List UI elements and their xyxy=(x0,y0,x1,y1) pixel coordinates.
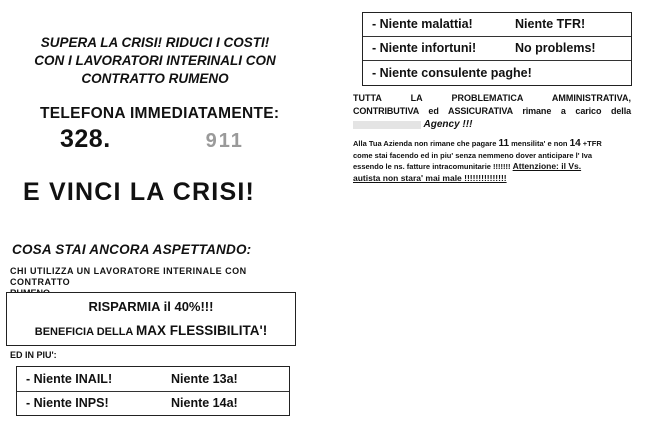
benefit-no-problems: No problems! xyxy=(515,41,596,55)
box-divider xyxy=(363,60,631,61)
admin-line-3 xyxy=(353,118,631,131)
benefit-inps: - Niente INPS! xyxy=(26,396,109,410)
bottom-benefits-box xyxy=(16,366,290,416)
admin-line-2: CONTRIBUTIVA ed ASSICURATIVA rimane a carico della xyxy=(353,106,631,116)
payment-text: +TFR xyxy=(580,139,602,148)
agency-name-redacted xyxy=(353,121,421,129)
headline-line-2: CON I LAVORATORI INTERINALI CON xyxy=(34,53,276,68)
savings-line: RISPARMIA il 40%!!! xyxy=(88,299,214,314)
box-divider xyxy=(363,36,631,37)
benefit-infortuni: - Niente infortuni! xyxy=(372,41,477,55)
box-divider xyxy=(17,391,289,392)
payment-text: Alla Tua Azienda non rimane che pagare xyxy=(353,139,499,148)
slogan: E VINCI LA CRISI! xyxy=(23,178,255,206)
payment-months-14: 14 xyxy=(569,138,581,149)
admin-line-1: TUTTA LA PROBLEMATICA AMMINISTRATIVA, xyxy=(353,93,631,103)
who-line-1: CHI UTILIZZA UN LAVORATORE INTERINALE CON CONTRATTO xyxy=(10,266,247,287)
payment-line-3 xyxy=(353,161,638,173)
benefit-consulente: - Niente consulente paghe! xyxy=(372,66,532,80)
headline-line-3: CONTRATTO RUMENO xyxy=(81,71,229,86)
payment-line-4: autista non stara' mai male !!!!!!!!!!!!!!! xyxy=(353,172,507,183)
headline-line-1: SUPERA LA CRISI! RIDUCI I COSTI! xyxy=(40,35,270,50)
call-label: TELEFONA IMMEDIATAMENTE: xyxy=(40,105,280,122)
benefit-malattia: - Niente malattia! xyxy=(372,17,473,31)
top-benefits-box xyxy=(362,12,632,86)
benefit-inail: - Niente INAIL! xyxy=(26,372,113,386)
admin-paragraph xyxy=(353,92,631,131)
benefit-14a: Niente 14a! xyxy=(171,396,238,410)
payment-months-11: 11 xyxy=(498,138,510,149)
benefit-13a: Niente 13a! xyxy=(171,372,238,386)
payment-text: essendo le ns. fatture intracomunitarie !!!!!!! xyxy=(353,162,513,171)
phone-tail: 911 xyxy=(205,130,244,152)
flexibility-emphasis: MAX FLESSIBILITA'! xyxy=(136,323,268,338)
phone-visible-part: 328. xyxy=(60,125,111,153)
agency-tail: Agency !!! xyxy=(423,119,473,130)
extra-label: ED IN PIU': xyxy=(10,350,57,360)
phone-number xyxy=(60,125,244,154)
benefit-tfr: Niente TFR! xyxy=(515,17,586,31)
payment-paragraph xyxy=(353,138,638,184)
payment-line-2: come stai facendo ed in piu' senza nemmeno dover anticipare l' Iva xyxy=(353,150,593,160)
attention-text: Attenzione: il Vs. xyxy=(512,161,582,171)
headline xyxy=(0,34,310,88)
flexibility-line xyxy=(7,323,295,338)
savings-box xyxy=(6,292,296,346)
question-heading: COSA STAI ANCORA ASPETTANDO: xyxy=(12,242,252,257)
payment-line-1 xyxy=(353,138,638,150)
flexibility-prefix: BENEFICIA DELLA xyxy=(34,326,137,338)
payment-text: mensilita' e non xyxy=(509,139,570,148)
